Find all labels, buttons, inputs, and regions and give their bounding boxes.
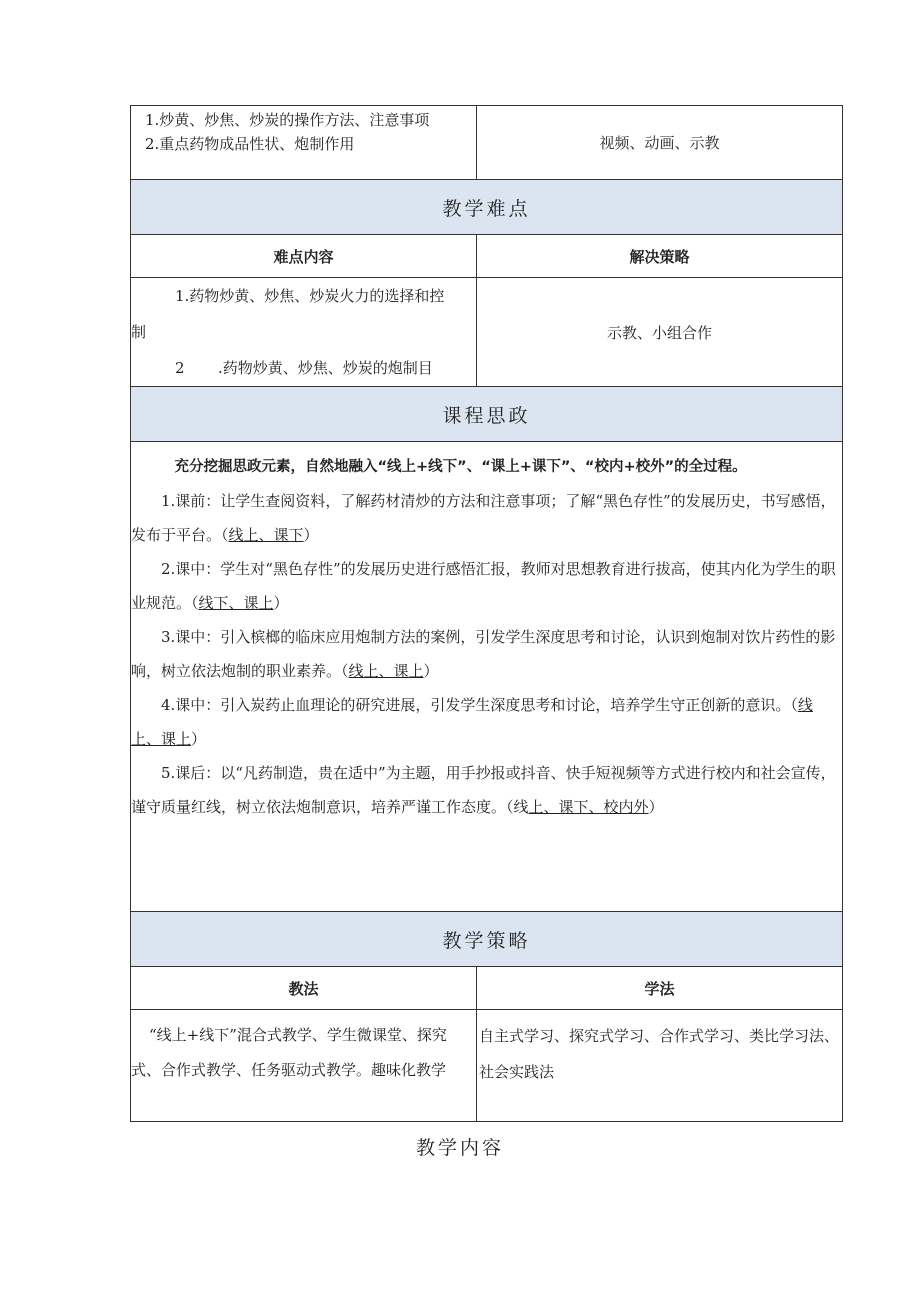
key-points-method: 视频、动画、示教 (477, 106, 843, 180)
header-difficulty-content: 难点内容 (131, 235, 477, 278)
ideology-tag-4: 线上、课上 (131, 696, 813, 748)
key-points-content (131, 106, 477, 180)
ideology-item-1: 1.课前：让学生查阅资料，了解药材清炒的方法和注意事项；了解“黑色存性”的发展历史，书写感悟，发布于平台。（线上、课下） (131, 492, 836, 544)
key-point-1: 1.炒黄、炒焦、炒炭的操作方法、注意事项 (145, 111, 430, 129)
header-teaching-method: 教法 (131, 967, 477, 1010)
learning-method-content: 自主式学习、探究式学习、合作式学习、类比学习法、社会实践法 (477, 1010, 843, 1122)
header-solution-strategy: 解决策略 (477, 235, 843, 278)
ideology-lead: 充分挖掘思政元素，自然地融入“线上+线下”、“课上+课下”、“校内+校外”的全过程。 (174, 459, 747, 475)
header-learning-method: 学法 (477, 967, 843, 1010)
band-teaching-difficulty: 教学难点 (131, 180, 843, 235)
teaching-method-content: “线上+线下”混合式教学、学生微课堂、探究式、合作式教学、任务驱动式教学。趣味化教学 (131, 1010, 477, 1122)
ideology-tag-1: 线上、课下 (228, 526, 304, 544)
band-teaching-strategy: 教学策略 (131, 912, 843, 967)
lesson-plan-table (130, 105, 842, 1122)
ideology-item-2: 2.课中：学生对“黑色存性”的发展历史进行感悟汇报，教师对思想教育进行拔高，使其内化为学生的职业规范。（线下、课上） (131, 560, 836, 612)
difficulty-solution: 示教、小组合作 (477, 278, 843, 387)
section-title-teaching-content: 教学内容 (415, 1137, 504, 1159)
key-points-row (131, 106, 843, 180)
key-point-2: 2.重点药物成品性状、炮制作用 (145, 135, 355, 153)
band-course-ideology: 课程思政 (131, 387, 843, 442)
difficulty-content (131, 278, 477, 387)
difficulty-item-1-cont: 制 (131, 323, 147, 341)
ideology-tag-3: 线上、课上 (348, 662, 424, 680)
ideology-tag-2: 线下、课上 (198, 594, 274, 612)
ideology-content (131, 442, 843, 912)
ideology-item-4: 4.课中：引入炭药止血理论的研究进展，引发学生深度思考和讨论，培养学生守正创新的意识。（线上、课上） (131, 696, 813, 748)
ideology-item-3: 3.课中：引入槟榔的临床应用炮制方法的案例，引发学生深度思考和讨论，认识到炮制对饮片药性的影响，树立依法炮制的职业素养。（线上、课上） (131, 628, 836, 680)
ideology-item-5: 5.课后：以“凡药制造，贵在适中”为主题，用手抄报或抖音、快手短视频等方式进行校内和社会宣传，谨守质量红线，树立依法炮制意识，培养严谨工作态度。（线上、课下、校内外） (131, 764, 836, 816)
ideology-tag-5: 上、课下、校内外 (528, 798, 649, 816)
difficulty-item-1: 1.药物炒黄、炒焦、炒炭火力的选择和控 (175, 287, 445, 305)
difficulty-item-2: 2 .药物炒黄、炒焦、炒炭的炮制目 (175, 359, 433, 377)
